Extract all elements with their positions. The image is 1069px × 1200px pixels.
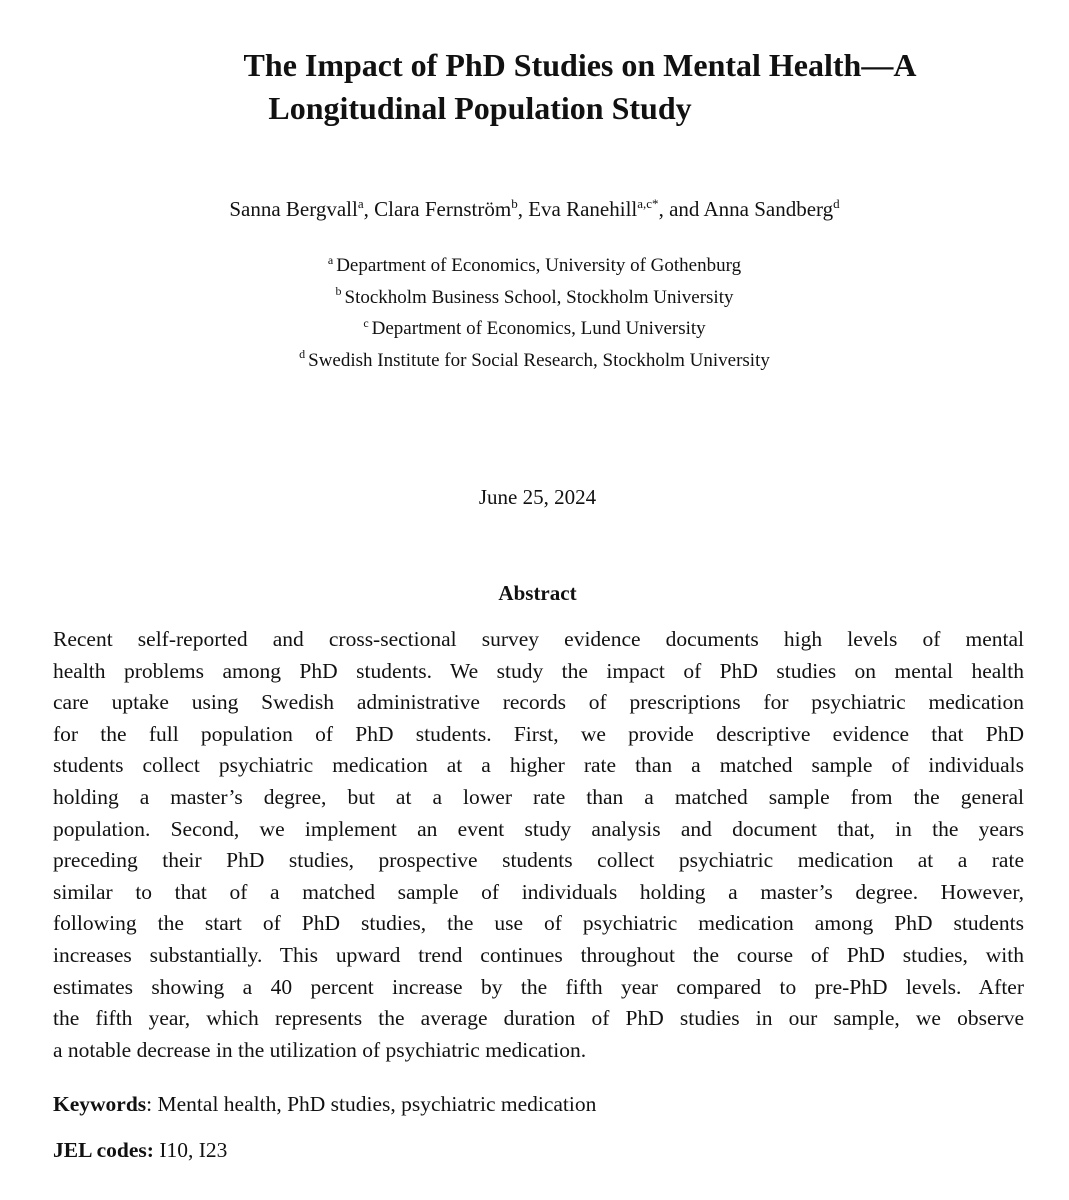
author-list: [0, 196, 1069, 222]
affiliation-item: [0, 345, 1069, 377]
author-affil-mark: b: [511, 196, 518, 211]
keywords-text: : Mental health, PhD studies, psychiatric medication: [146, 1092, 597, 1116]
affiliation-text: Department of Economics, Lund University: [371, 318, 706, 339]
author-separator: , and: [658, 197, 704, 221]
abstract-line: for the full population of PhD students. First, we provide descriptive evidence that PhD: [53, 721, 1024, 746]
abstract-line: the fifth year, which represents the average duration of PhD studies in our sample, we observe: [53, 1006, 1024, 1031]
abstract-line: health problems among PhD students. We study the impact of PhD studies on mental health: [53, 658, 1024, 683]
author-name: Clara Fernström: [374, 197, 512, 221]
abstract-line: estimates showing a 40 percent increase by the fifth year compared to pre-PhD levels. After: [53, 974, 1024, 999]
abstract-line: a notable decrease in the utilization of psychiatric medication.: [53, 1037, 587, 1062]
abstract-line: Recent self-reported and cross-sectional survey evidence documents high levels of mental: [53, 627, 1024, 651]
jel-codes: [53, 1136, 227, 1164]
author-name: Sanna Bergvall: [229, 197, 358, 221]
affiliation-mark: c: [363, 315, 369, 330]
author-affil-mark: d: [833, 196, 840, 211]
affiliation-mark: b: [335, 284, 342, 299]
author-separator: ,: [363, 197, 375, 221]
abstract-body: [53, 624, 1024, 1066]
affiliation-mark: a: [327, 252, 334, 267]
affiliation-mark: d: [299, 347, 306, 362]
publication-date: June 25, 2024: [478, 485, 597, 509]
title-line-1: The Impact of PhD Studies on Mental Health—A: [243, 47, 917, 83]
paper-title: [150, 44, 1010, 130]
abstract-line: following the start of PhD studies, the use of psychiatric medication among PhD students: [53, 911, 1024, 936]
affiliation-text: Department of Economics, University of Gothenburg: [336, 255, 742, 276]
affiliation-item: [0, 313, 1069, 345]
affiliation-list: [0, 250, 1069, 376]
keywords: [53, 1090, 596, 1118]
affiliation-text: Swedish Institute for Social Research, Stockholm University: [308, 349, 770, 371]
abstract-line: holding a master’s degree, but at a lower rate than a matched sample from the general: [53, 784, 1024, 809]
affiliation-text: Stockholm Business School, Stockholm University: [344, 286, 734, 308]
keywords-label: Keywords: [53, 1092, 147, 1116]
author-name: Eva Ranehill: [528, 197, 638, 221]
author-affil-mark: a,c*: [637, 196, 659, 211]
abstract-line: students collect psychiatric medication at a higher rate than a matched sample of individuals: [53, 753, 1024, 778]
abstract-line: care uptake using Swedish administrative records of prescriptions for psychiatric medication: [53, 690, 1024, 715]
jel-label: JEL codes:: [53, 1138, 154, 1162]
abstract-heading: Abstract: [498, 581, 577, 605]
author-affil-mark: a: [357, 196, 364, 211]
abstract-line: population. Second, we implement an event study analysis and document that, in the years: [53, 816, 1024, 841]
abstract-line: increases substantially. This upward trend continues throughout the course of PhD studies, with: [53, 942, 1024, 967]
author-name: Anna Sandberg: [703, 197, 834, 221]
author-separator: ,: [517, 197, 529, 221]
affiliation-item: [0, 282, 1069, 314]
jel-text: I10, I23: [153, 1138, 228, 1162]
title-line-2: Longitudinal Population Study: [268, 90, 692, 126]
abstract-line: preceding their PhD studies, prospective students collect psychiatric medication at a rate: [53, 848, 1024, 873]
affiliation-item: [0, 250, 1069, 282]
abstract-line: similar to that of a matched sample of individuals holding a master’s degree. However,: [53, 879, 1024, 904]
